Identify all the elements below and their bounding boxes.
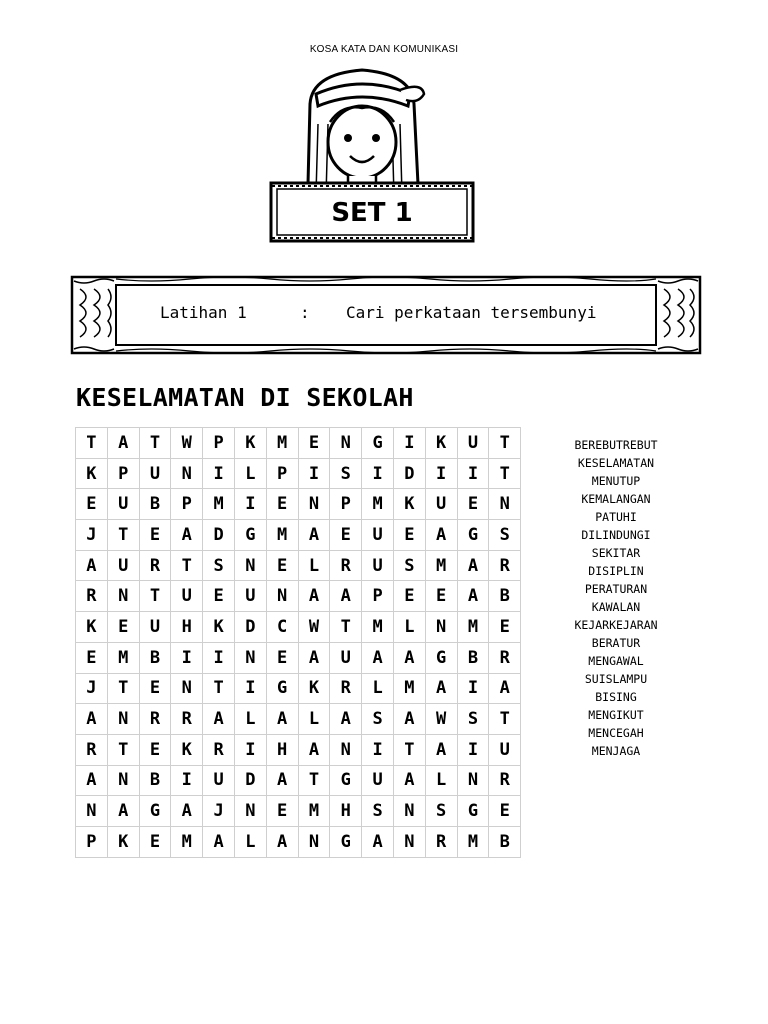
grid-cell[interactable]: S	[362, 704, 394, 735]
grid-cell[interactable]: J	[76, 673, 108, 704]
grid-row	[76, 612, 521, 643]
exercise-instruction	[116, 288, 656, 338]
grid-cell[interactable]: K	[76, 458, 108, 489]
grid-cell[interactable]: N	[107, 765, 139, 796]
grid-cell[interactable]: I	[457, 458, 489, 489]
grid-cell[interactable]: W	[171, 428, 203, 459]
grid-cell[interactable]: E	[107, 612, 139, 643]
grid-cell[interactable]: R	[171, 704, 203, 735]
word-list	[556, 436, 676, 760]
grid-cell[interactable]: E	[266, 489, 298, 520]
grid-cell[interactable]: T	[489, 704, 521, 735]
grid-row	[76, 428, 521, 459]
grid-cell[interactable]: E	[393, 520, 425, 551]
grid-cell[interactable]: A	[457, 550, 489, 581]
grid-cell[interactable]: T	[107, 673, 139, 704]
grid-cell[interactable]: T	[330, 612, 362, 643]
grid-cell[interactable]: G	[330, 826, 362, 857]
grid-cell[interactable]: H	[330, 796, 362, 827]
word-item: SUISLAMPU	[584, 672, 648, 686]
grid-row	[76, 642, 521, 673]
grid-cell[interactable]: R	[489, 550, 521, 581]
exercise-label: Latihan 1	[160, 303, 247, 322]
grid-cell[interactable]: G	[457, 796, 489, 827]
grid-cell[interactable]: U	[171, 581, 203, 612]
grid-cell[interactable]: N	[171, 673, 203, 704]
grid-cell[interactable]: T	[107, 520, 139, 551]
grid-cell[interactable]: A	[298, 734, 330, 765]
grid-cell[interactable]: A	[76, 550, 108, 581]
grid-cell[interactable]: I	[457, 734, 489, 765]
grid-cell[interactable]: E	[457, 489, 489, 520]
grid-cell[interactable]: N	[266, 581, 298, 612]
grid-cell[interactable]: U	[330, 642, 362, 673]
grid-cell[interactable]: R	[425, 826, 457, 857]
grid-cell[interactable]: R	[489, 642, 521, 673]
grid-cell[interactable]: P	[362, 581, 394, 612]
grid-cell[interactable]: B	[489, 826, 521, 857]
grid-row	[76, 550, 521, 581]
grid-cell[interactable]: M	[171, 826, 203, 857]
grid-cell[interactable]: T	[203, 673, 235, 704]
grid-cell[interactable]: L	[234, 826, 266, 857]
grid-cell[interactable]: A	[107, 796, 139, 827]
grid-cell[interactable]: U	[489, 734, 521, 765]
grid-cell[interactable]: I	[234, 489, 266, 520]
grid-cell[interactable]: K	[76, 612, 108, 643]
word-search-grid	[75, 427, 521, 858]
grid-cell[interactable]: B	[457, 642, 489, 673]
grid-cell[interactable]: H	[266, 734, 298, 765]
grid-cell[interactable]: L	[234, 704, 266, 735]
grid-row	[76, 765, 521, 796]
grid-cell[interactable]: A	[425, 673, 457, 704]
grid-cell[interactable]: N	[107, 581, 139, 612]
word-item: BERATUR	[591, 636, 641, 650]
grid-cell[interactable]: M	[393, 673, 425, 704]
grid-cell[interactable]: J	[76, 520, 108, 551]
grid-cell[interactable]: N	[234, 550, 266, 581]
word-item: KEMALANGAN	[581, 492, 651, 506]
word-item: KEJARKEJARAN	[574, 618, 658, 632]
grid-cell[interactable]: M	[457, 612, 489, 643]
grid-cell[interactable]: N	[457, 765, 489, 796]
grid-cell[interactable]: U	[362, 550, 394, 581]
grid-cell[interactable]: S	[362, 796, 394, 827]
grid-cell[interactable]: M	[107, 642, 139, 673]
grid-cell[interactable]: K	[107, 826, 139, 857]
word-item: DILINDUNGI	[581, 528, 651, 542]
grid-cell[interactable]: A	[362, 826, 394, 857]
grid-cell[interactable]: I	[393, 428, 425, 459]
word-item: BISING	[595, 690, 637, 704]
grid-cell[interactable]: A	[171, 796, 203, 827]
grid-cell[interactable]: E	[76, 489, 108, 520]
grid-cell[interactable]: N	[489, 489, 521, 520]
grid-cell[interactable]: U	[107, 550, 139, 581]
grid-cell[interactable]: P	[330, 489, 362, 520]
grid-cell[interactable]: E	[203, 581, 235, 612]
grid-cell[interactable]: L	[393, 612, 425, 643]
grid-cell[interactable]: R	[76, 734, 108, 765]
grid-cell[interactable]: N	[330, 428, 362, 459]
grid-cell[interactable]: N	[234, 796, 266, 827]
word-item: SEKITAR	[591, 546, 641, 560]
grid-cell[interactable]: B	[489, 581, 521, 612]
grid-cell[interactable]: G	[362, 428, 394, 459]
grid-cell[interactable]: I	[457, 673, 489, 704]
grid-cell[interactable]: D	[234, 612, 266, 643]
grid-cell[interactable]: S	[393, 550, 425, 581]
grid-cell[interactable]: R	[76, 581, 108, 612]
grid-cell[interactable]: E	[489, 796, 521, 827]
grid-cell[interactable]: G	[234, 520, 266, 551]
grid-cell[interactable]: M	[298, 796, 330, 827]
grid-cell[interactable]: S	[203, 550, 235, 581]
grid-cell[interactable]: S	[330, 458, 362, 489]
grid-cell[interactable]: G	[457, 520, 489, 551]
grid-cell[interactable]: A	[298, 581, 330, 612]
subject-header: KOSA KATA DAN KOMUNIKASI	[309, 44, 459, 55]
grid-cell[interactable]: M	[362, 612, 394, 643]
grid-cell[interactable]: I	[362, 458, 394, 489]
grid-cell[interactable]: N	[330, 734, 362, 765]
grid-cell[interactable]: I	[298, 458, 330, 489]
exercise-text: Cari perkataan tersembunyi	[346, 303, 597, 322]
grid-cell[interactable]: J	[203, 796, 235, 827]
grid-cell[interactable]: G	[139, 796, 171, 827]
grid-cell[interactable]: T	[171, 550, 203, 581]
puzzle-title: KESELAMATAN DI SEKOLAH	[76, 383, 414, 412]
grid-row	[76, 704, 521, 735]
grid-cell[interactable]: E	[139, 520, 171, 551]
exercise-separator: :	[300, 303, 310, 322]
grid-cell[interactable]: A	[76, 765, 108, 796]
grid-cell[interactable]: B	[139, 489, 171, 520]
word-item: MENCEGAH	[588, 726, 644, 740]
grid-cell[interactable]: P	[203, 428, 235, 459]
set-badge: SET 1	[331, 198, 413, 228]
grid-cell[interactable]: R	[203, 734, 235, 765]
grid-cell[interactable]: L	[425, 765, 457, 796]
grid-cell[interactable]: E	[139, 734, 171, 765]
grid-cell[interactable]: R	[330, 550, 362, 581]
grid-cell[interactable]: E	[330, 520, 362, 551]
grid-cell[interactable]: A	[298, 642, 330, 673]
grid-cell[interactable]: L	[362, 673, 394, 704]
grid-cell[interactable]: T	[489, 458, 521, 489]
grid-cell[interactable]: K	[393, 489, 425, 520]
grid-cell[interactable]: A	[330, 581, 362, 612]
grid-cell[interactable]: H	[171, 612, 203, 643]
grid-cell[interactable]: L	[298, 550, 330, 581]
grid-cell[interactable]: I	[171, 642, 203, 673]
grid-cell[interactable]: E	[266, 550, 298, 581]
grid-cell[interactable]: A	[362, 642, 394, 673]
grid-cell[interactable]: N	[298, 489, 330, 520]
grid-cell[interactable]: K	[298, 673, 330, 704]
grid-cell[interactable]: A	[457, 581, 489, 612]
word-item: MENUTUP	[591, 474, 641, 488]
grid-cell[interactable]: A	[393, 704, 425, 735]
grid-cell[interactable]: S	[489, 520, 521, 551]
grid-cell[interactable]: T	[139, 581, 171, 612]
word-item: MENGAWAL	[588, 654, 644, 668]
grid-cell[interactable]: T	[76, 428, 108, 459]
grid-cell[interactable]: P	[266, 458, 298, 489]
grid-cell[interactable]: K	[171, 734, 203, 765]
grid-cell[interactable]: R	[330, 673, 362, 704]
grid-cell[interactable]: M	[362, 489, 394, 520]
grid-cell[interactable]: G	[266, 673, 298, 704]
grid-row	[76, 673, 521, 704]
word-item: KAWALAN	[591, 600, 641, 614]
grid-cell[interactable]: N	[171, 458, 203, 489]
grid-cell[interactable]: A	[76, 704, 108, 735]
grid-cell[interactable]: U	[139, 612, 171, 643]
grid-cell[interactable]: A	[298, 520, 330, 551]
grid-cell[interactable]: M	[266, 520, 298, 551]
grid-cell[interactable]: E	[139, 826, 171, 857]
grid-cell[interactable]: P	[171, 489, 203, 520]
grid-cell[interactable]: P	[76, 826, 108, 857]
grid-cell[interactable]: E	[393, 581, 425, 612]
grid-cell[interactable]: I	[171, 765, 203, 796]
grid-cell[interactable]: K	[425, 428, 457, 459]
grid-cell[interactable]: S	[457, 704, 489, 735]
grid-cell[interactable]: T	[393, 734, 425, 765]
grid-cell[interactable]: T	[489, 428, 521, 459]
grid-cell[interactable]: L	[234, 458, 266, 489]
word-item: MENGIKUT	[588, 708, 644, 722]
grid-cell[interactable]: N	[425, 612, 457, 643]
grid-cell[interactable]: U	[425, 489, 457, 520]
word-item: KESELAMATAN	[577, 456, 655, 470]
grid-cell[interactable]: E	[139, 673, 171, 704]
grid-cell[interactable]: R	[139, 704, 171, 735]
grid-cell[interactable]: U	[139, 458, 171, 489]
grid-cell[interactable]: U	[107, 489, 139, 520]
grid-cell[interactable]: D	[393, 458, 425, 489]
grid-cell[interactable]: E	[425, 581, 457, 612]
grid-cell[interactable]: M	[203, 489, 235, 520]
grid-cell[interactable]: A	[203, 704, 235, 735]
grid-cell[interactable]: A	[393, 642, 425, 673]
grid-cell[interactable]: U	[362, 520, 394, 551]
grid-cell[interactable]: E	[76, 642, 108, 673]
grid-cell[interactable]: G	[425, 642, 457, 673]
grid-cell[interactable]: T	[139, 428, 171, 459]
grid-cell[interactable]: A	[266, 704, 298, 735]
grid-cell[interactable]: B	[139, 765, 171, 796]
grid-cell[interactable]: M	[457, 826, 489, 857]
grid-cell[interactable]: A	[203, 826, 235, 857]
grid-cell[interactable]: T	[298, 765, 330, 796]
grid-cell[interactable]: R	[489, 765, 521, 796]
grid-cell[interactable]: T	[107, 734, 139, 765]
grid-cell[interactable]: E	[266, 796, 298, 827]
grid-cell[interactable]: N	[107, 704, 139, 735]
grid-cell[interactable]: N	[393, 826, 425, 857]
grid-cell[interactable]: C	[266, 612, 298, 643]
grid-cell[interactable]: W	[425, 704, 457, 735]
grid-cell[interactable]: E	[266, 642, 298, 673]
grid-cell[interactable]: I	[234, 673, 266, 704]
grid-cell[interactable]: I	[425, 458, 457, 489]
grid-cell[interactable]: G	[330, 765, 362, 796]
grid-cell[interactable]: I	[203, 458, 235, 489]
grid-cell[interactable]: E	[298, 428, 330, 459]
word-item: PERATURAN	[584, 582, 648, 596]
grid-cell[interactable]: N	[76, 796, 108, 827]
grid-cell[interactable]: A	[266, 826, 298, 857]
grid-cell[interactable]: P	[107, 458, 139, 489]
grid-cell[interactable]: A	[393, 765, 425, 796]
grid-cell[interactable]: I	[203, 642, 235, 673]
grid-row	[76, 458, 521, 489]
grid-cell[interactable]: D	[234, 765, 266, 796]
grid-cell[interactable]: I	[362, 734, 394, 765]
grid-row	[76, 581, 521, 612]
word-item: DISIPLIN	[588, 564, 644, 578]
grid-cell[interactable]: E	[489, 612, 521, 643]
grid-cell[interactable]: N	[393, 796, 425, 827]
word-item: PATUHI	[595, 510, 637, 524]
grid-cell[interactable]: S	[425, 796, 457, 827]
grid-row	[76, 796, 521, 827]
word-item: BEREBUTREBUT	[574, 438, 658, 452]
grid-cell[interactable]: N	[234, 642, 266, 673]
grid-cell[interactable]: A	[425, 520, 457, 551]
grid-cell[interactable]: A	[330, 704, 362, 735]
grid-cell[interactable]: K	[234, 428, 266, 459]
grid-cell[interactable]: R	[139, 550, 171, 581]
grid-cell[interactable]: K	[203, 612, 235, 643]
grid-cell[interactable]: A	[171, 520, 203, 551]
grid-cell[interactable]: L	[298, 704, 330, 735]
grid-cell[interactable]: W	[298, 612, 330, 643]
grid-cell[interactable]: A	[489, 673, 521, 704]
grid-cell[interactable]: A	[425, 734, 457, 765]
grid-row	[76, 826, 521, 857]
grid-cell[interactable]: A	[107, 428, 139, 459]
grid-cell[interactable]: M	[266, 428, 298, 459]
grid-cell[interactable]: N	[298, 826, 330, 857]
grid-cell[interactable]: D	[203, 520, 235, 551]
grid-cell[interactable]: U	[457, 428, 489, 459]
grid-cell[interactable]: B	[139, 642, 171, 673]
word-item: MENJAGA	[591, 744, 641, 758]
grid-cell[interactable]: A	[266, 765, 298, 796]
grid-row	[76, 489, 521, 520]
grid-cell[interactable]: U	[362, 765, 394, 796]
grid-cell[interactable]: I	[234, 734, 266, 765]
grid-cell[interactable]: M	[425, 550, 457, 581]
grid-row	[76, 520, 521, 551]
grid-row	[76, 734, 521, 765]
grid-cell[interactable]: U	[203, 765, 235, 796]
grid-cell[interactable]: U	[234, 581, 266, 612]
